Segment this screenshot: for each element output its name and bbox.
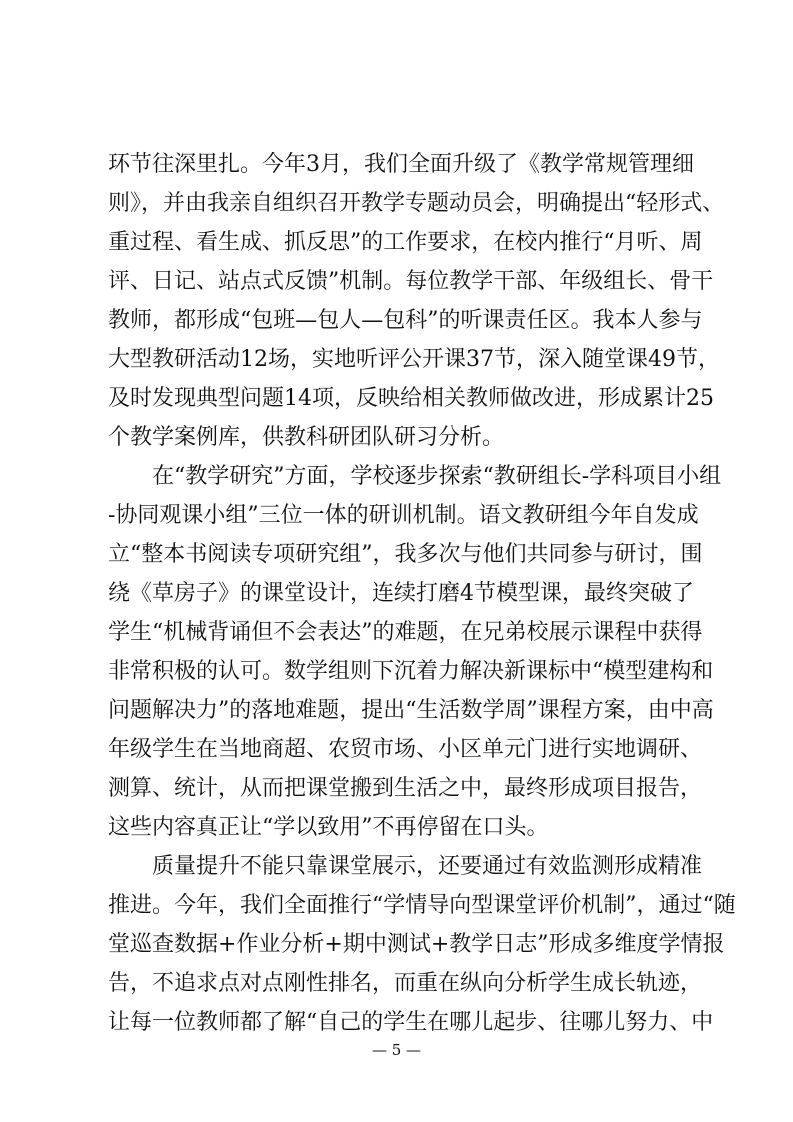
paragraph-first-line: 在“教学研究”方面，学校逐步探索“教研组长-学科项目小组 xyxy=(152,464,722,489)
text-line: 让每一位教师都了解“自己的学生在哪儿起步、往哪儿努力、中 xyxy=(108,1010,714,1035)
text-line: 非常积极的认可。数学组则下沉着力解决新课标中“模型建构和 xyxy=(108,659,714,684)
text-line: 立“整本书阅读专项研究组”，我多次与他们共同参与研讨，围 xyxy=(108,542,703,567)
text-line: 测算、统计，从而把课堂搬到生活之中，最终形成项目报告， xyxy=(108,776,703,801)
text-line: -协同观课小组”三位一体的研训机制。语文教研组今年自发成 xyxy=(108,503,699,528)
text-line: 个教学案例库，供教科研团队研习分析。 xyxy=(108,425,505,450)
text-line: 推进。今年，我们全面推行“学情导向型课堂评价机制”，通过“随 xyxy=(108,893,736,918)
text-line: 则》，并由我亲自组织召开教学专题动员会，明确提出“轻形式、 xyxy=(108,191,725,216)
paragraph-first-line: 质量提升不能只靠课堂展示，还要通过有效监测形成精准 xyxy=(152,854,703,879)
text-line: 重过程、看生成、抓反思”的工作要求，在校内推行“月听、周 xyxy=(108,230,703,255)
text-line: 年级学生在当地商超、农贸市场、小区单元门进行实地调研、 xyxy=(108,737,703,762)
text-line: 绕《草房子》的课堂设计，连续打磨4节模型课，最终突破了 xyxy=(108,581,694,606)
text-line: 环节往深里扎。今年3月，我们全面升级了《教学常规管理细 xyxy=(108,152,694,177)
text-line: 教师，都形成“包班—包人—包科”的听课责任区。我本人参与 xyxy=(108,308,703,333)
text-line: 学生“机械背诵但不会表达”的难题，在兄弟校展示课程中获得 xyxy=(108,620,703,645)
text-line: 这些内容真正让“学以致用”不再停留在口头。 xyxy=(108,815,549,840)
text-line: 及时发现典型问题14项，反映给相关教师做改进，形成累计25 xyxy=(108,386,714,411)
text-line: 大型教研活动12场，实地听评公开课37节，深入随堂课49节， xyxy=(108,347,720,372)
text-line: 堂巡查数据+作业分析+期中测试+教学日志”形成多维度学情报 xyxy=(108,932,725,957)
text-line: 问题解决力”的落地难题，提出“生活数学周”课程方案，由中高 xyxy=(108,698,714,723)
text-line: 评、日记、站点式反馈”机制。每位教学干部、年级组长、骨干 xyxy=(108,269,714,294)
text-line: 告，不追求点对点刚性排名，而重在纵向分析学生成长轨迹， xyxy=(108,971,703,996)
page-number: — 5 — xyxy=(371,1041,422,1059)
